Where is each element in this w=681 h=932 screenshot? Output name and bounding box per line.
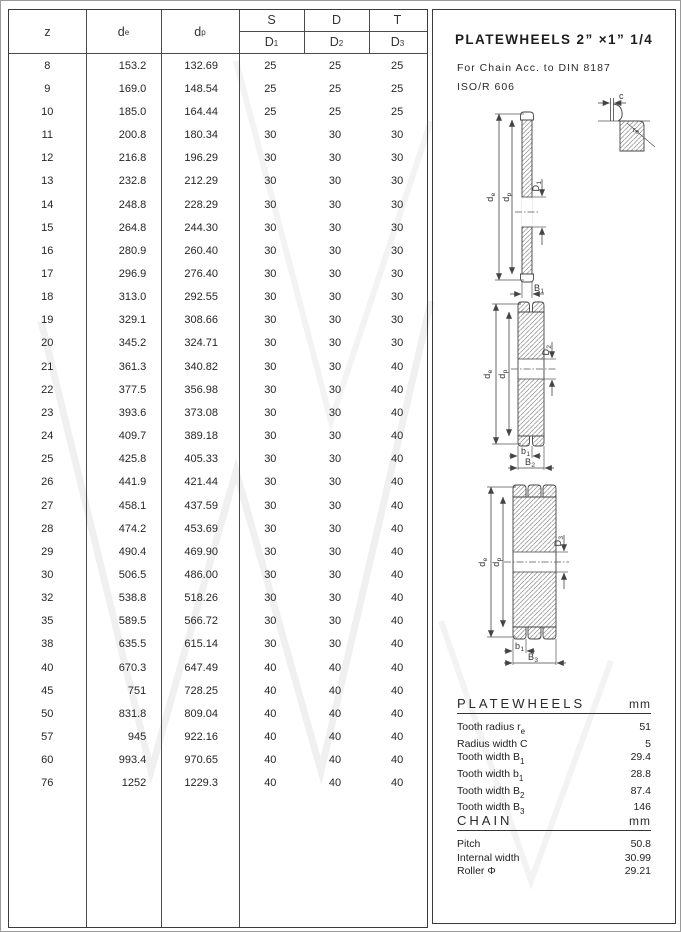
table-cell: 8	[44, 59, 51, 72]
dp-dimension-label: $d_p$	[497, 369, 509, 379]
table-cell: 296.9	[118, 267, 147, 280]
table-cell: 25	[264, 82, 277, 95]
table-cell: 589.5	[118, 615, 147, 628]
spec-label: Tooth radius $r_e$	[457, 721, 526, 737]
table-cell: 25	[391, 59, 404, 72]
table-row	[9, 448, 427, 471]
spec-value: 29.4	[630, 751, 651, 764]
table-cell: 1252	[121, 777, 147, 790]
table-cell: 200.8	[118, 129, 147, 142]
table-cell: 148.54	[184, 82, 218, 95]
table-cell: 40	[391, 522, 404, 535]
table-cell: 40	[328, 754, 342, 767]
info-panel	[432, 9, 676, 924]
table-cell: 30	[328, 569, 342, 582]
table-row	[9, 262, 427, 285]
table-row	[9, 749, 427, 772]
table-cell: 26	[41, 476, 54, 489]
spec-label: Tooth width $B_2$	[457, 784, 525, 800]
col-header-dp: d $_p$	[194, 24, 206, 39]
table-cell: 441.9	[118, 476, 147, 489]
table-cell: 40	[264, 777, 277, 790]
table-row	[9, 355, 427, 378]
table-cell: 18	[41, 291, 54, 304]
chain-standard-line: For Chain Acc. to DIN 8187	[457, 62, 611, 74]
spec-value: 30.99	[624, 851, 651, 864]
unit-label: mm	[629, 697, 651, 711]
spec-row	[457, 721, 651, 738]
table-cell: 40	[391, 430, 404, 443]
table-cell: 12	[41, 152, 54, 165]
table-row	[9, 401, 427, 424]
table-cell: 45	[41, 684, 54, 697]
table-row	[9, 378, 427, 401]
table-cell: 40	[391, 684, 404, 697]
table-cell: 30	[264, 337, 277, 350]
table-cell: 30	[264, 291, 277, 304]
table-cell: 30	[264, 267, 277, 280]
table-cell: 506.5	[118, 569, 147, 582]
table-cell: 40	[391, 569, 404, 582]
table-cell: 40	[328, 777, 342, 790]
table-cell: 264.8	[118, 221, 147, 234]
table-row	[9, 540, 427, 563]
table-cell: 40	[391, 707, 404, 720]
table-cell: 244.30	[184, 221, 218, 234]
table-cell: 30	[328, 360, 342, 373]
table-cell: 30	[328, 522, 342, 535]
table-cell: 40	[391, 592, 404, 605]
table-cell: 14	[41, 198, 54, 211]
table-row	[9, 286, 427, 309]
table-cell: 35	[41, 615, 54, 628]
table-cell: 30	[328, 615, 342, 628]
table-cell: 30	[41, 569, 54, 582]
spec-value: 51	[639, 721, 651, 733]
tooth-radius-label: re	[633, 127, 639, 136]
table-cell: 356.98	[184, 383, 218, 396]
table-cell: 30	[264, 615, 277, 628]
table-cell: 11	[41, 129, 53, 142]
table-cell: 486.00	[184, 569, 218, 582]
table-cell: 30	[328, 545, 342, 558]
table-cell: 421.44	[184, 476, 218, 489]
table-cell: 40	[391, 777, 404, 790]
chain-spec-rows	[457, 838, 651, 879]
table-cell: 30	[264, 569, 277, 582]
table-cell: 40	[328, 731, 342, 744]
d1-dimension-label: $D_1$	[531, 180, 543, 192]
table-cell: 40	[391, 383, 404, 396]
table-cell: 40	[391, 360, 404, 373]
b3-width-label: $B_3$	[528, 652, 539, 664]
table-cell: 437.59	[184, 499, 218, 512]
spec-label: Pitch	[457, 838, 481, 850]
table-cell: 30	[264, 129, 277, 142]
table-cell: 40	[391, 406, 404, 419]
table-cell: 30	[328, 406, 342, 419]
table-cell: 30	[264, 430, 277, 443]
table-cell: 469.90	[184, 545, 218, 558]
table-cell: 458.1	[118, 499, 147, 512]
spec-row	[457, 751, 651, 768]
table-cell: 30	[328, 244, 342, 257]
table-cell: 40	[391, 754, 404, 767]
table-cell: 518.26	[184, 592, 218, 605]
table-cell: 40	[264, 661, 277, 674]
table-cell: 50	[41, 707, 54, 720]
table-cell: 361.3	[118, 360, 147, 373]
table-row	[9, 587, 427, 610]
table-cell: 153.2	[118, 59, 147, 72]
table-cell: 670.3	[118, 661, 147, 674]
table-cell: 30	[264, 476, 277, 489]
table-cell: 993.4	[118, 754, 147, 767]
table-cell: 164.44	[184, 105, 218, 118]
spec-label: Roller Φ	[457, 865, 496, 878]
table-cell: 1229.3	[184, 777, 218, 790]
table-cell: 40	[264, 707, 277, 720]
table-cell: 30	[391, 129, 404, 142]
table-cell: 27	[41, 499, 54, 512]
table-cell: 345.2	[118, 337, 147, 350]
table-cell: 180.34	[184, 129, 218, 142]
table-cell: 76	[41, 777, 54, 790]
col-header-t: T	[393, 13, 402, 27]
dp-dimension-label: $d_p$	[501, 192, 513, 202]
chain-spec-heading	[457, 813, 651, 831]
table-cell: 30	[264, 545, 277, 558]
table-cell: 377.5	[118, 383, 147, 396]
table-cell: 30	[391, 175, 404, 188]
table-cell: 25	[328, 59, 342, 72]
table-body	[9, 54, 427, 795]
page-title: PLATEWHEELS 2” ×1” 1/4	[455, 32, 654, 47]
c-dimension-label: c	[619, 91, 624, 101]
table-row	[9, 239, 427, 262]
table-cell: 28	[41, 522, 54, 535]
table-row	[9, 193, 427, 216]
b2-width-label: $B_2$	[525, 457, 536, 469]
unit-label: mm	[629, 814, 651, 828]
col-header-d2: D $_2$	[329, 35, 344, 49]
table-cell: 30	[391, 198, 404, 211]
table-row	[9, 216, 427, 239]
spec-row	[457, 785, 651, 802]
table-cell: 13	[41, 175, 54, 188]
table-cell: 30	[391, 221, 404, 234]
table-cell: 30	[328, 267, 342, 280]
table-cell: 30	[328, 383, 342, 396]
table-cell: 40	[391, 638, 404, 651]
table-cell: 40	[264, 684, 277, 697]
table-cell: 30	[328, 638, 342, 651]
table-row	[9, 610, 427, 633]
table-cell: 30	[328, 198, 342, 211]
table-cell: 30	[391, 267, 404, 280]
table-cell: 728.25	[184, 684, 218, 697]
table-cell: 260.40	[184, 244, 218, 257]
table-cell: 232.8	[118, 175, 147, 188]
table-cell: 24	[41, 430, 54, 443]
table-cell: 23	[41, 406, 54, 419]
table-cell: 308.66	[184, 314, 218, 327]
table-cell: 615.14	[184, 638, 218, 651]
table-cell: 425.8	[118, 453, 147, 466]
table-cell: 329.1	[118, 314, 147, 327]
table-cell: 30	[264, 638, 277, 651]
table-cell: 216.8	[118, 152, 147, 165]
table-cell: 40	[391, 615, 404, 628]
table-cell: 453.69	[184, 522, 218, 535]
table-cell: 276.40	[184, 267, 218, 280]
table-cell: 10	[41, 105, 54, 118]
table-cell: 15	[41, 221, 54, 234]
table-cell: 30	[328, 337, 342, 350]
table-cell: 751	[127, 684, 147, 697]
table-cell: 30	[391, 337, 404, 350]
spec-value: 146	[633, 801, 651, 814]
table-cell: 40	[41, 661, 54, 674]
spec-label: Tooth width $B_1$	[457, 751, 525, 767]
table-cell: 29	[41, 545, 54, 558]
table-cell: 474.2	[118, 522, 147, 535]
table-cell: 30	[328, 430, 342, 443]
table-cell: 30	[328, 291, 342, 304]
table-cell: 40	[391, 545, 404, 558]
b1-width-label: $b_1$	[521, 446, 531, 458]
table-cell: 30	[264, 360, 277, 373]
table-row	[9, 54, 427, 77]
table-cell: 60	[41, 754, 54, 767]
table-row	[9, 425, 427, 448]
table-cell: 16	[41, 244, 54, 257]
section-title: PLATEWHEELS	[457, 696, 586, 711]
section-title: CHAIN	[457, 813, 513, 828]
table-cell: 30	[264, 499, 277, 512]
table-row	[9, 77, 427, 100]
spec-label: Internal width	[457, 851, 520, 864]
tooth-edge-detail-drawing	[593, 90, 679, 190]
table-cell: 30	[391, 152, 404, 165]
triplex-platewheel-drawing	[466, 477, 586, 677]
table-cell: 30	[328, 592, 342, 605]
table-row	[9, 726, 427, 749]
table-row	[9, 679, 427, 702]
de-dimension-label: $d_e$	[485, 192, 497, 202]
table-cell: 40	[391, 499, 404, 512]
table-row	[9, 471, 427, 494]
table-row	[9, 123, 427, 146]
table-cell: 19	[41, 314, 54, 327]
table-cell: 30	[328, 453, 342, 466]
table-cell: 25	[264, 59, 277, 72]
table-row	[9, 147, 427, 170]
de-dimension-label: $d_e$	[482, 369, 494, 379]
table-cell: 30	[264, 314, 277, 327]
table-cell: 30	[328, 499, 342, 512]
table-cell: 30	[264, 244, 277, 257]
d3-dimension-label: $D_3$	[553, 535, 565, 547]
iso-standard-line: ISO/R 606	[457, 81, 516, 93]
table-cell: 25	[391, 82, 404, 95]
table-row	[9, 563, 427, 586]
table-cell: 32	[41, 592, 54, 605]
table-row	[9, 309, 427, 332]
table-row	[9, 772, 427, 795]
table-cell: 30	[328, 129, 342, 142]
b1-width-label: $B_1$	[534, 283, 545, 295]
spec-label: Radius width C	[457, 737, 528, 750]
table-cell: 38	[41, 638, 54, 651]
table-cell: 389.18	[184, 430, 218, 443]
table-cell: 490.4	[118, 545, 147, 558]
table-cell: 30	[391, 244, 404, 257]
spec-label: Tooth width $b_1$	[457, 767, 524, 784]
table-cell: 9	[44, 82, 51, 95]
table-cell: 30	[264, 152, 277, 165]
table-row	[9, 656, 427, 679]
dp-dimension-label: $d_p$	[491, 557, 503, 567]
table-cell: 30	[328, 175, 342, 188]
platewheels-spec-rows	[457, 721, 651, 818]
spec-row	[457, 838, 651, 852]
table-cell: 185.0	[118, 105, 147, 118]
spec-row	[457, 768, 651, 785]
table-cell: 831.8	[118, 707, 147, 720]
table-cell: 40	[391, 731, 404, 744]
table-row	[9, 494, 427, 517]
col-header-z: z	[44, 24, 51, 39]
table-cell: 169.0	[118, 82, 147, 95]
dimension-table	[8, 9, 428, 928]
spec-row	[457, 865, 651, 879]
duplex-platewheel-drawing	[471, 294, 581, 480]
table-cell: 566.72	[184, 615, 218, 628]
table-cell: 30	[264, 383, 277, 396]
table-cell: 313.0	[118, 291, 147, 304]
table-row	[9, 517, 427, 540]
table-cell: 30	[328, 314, 342, 327]
table-cell: 40	[391, 661, 404, 674]
table-cell: 40	[328, 661, 342, 674]
table-cell: 30	[391, 291, 404, 304]
table-cell: 340.82	[184, 360, 218, 373]
table-cell: 40	[391, 453, 404, 466]
spec-label: Tooth width $B_3$	[457, 801, 525, 817]
table-row	[9, 100, 427, 123]
table-cell: 538.8	[118, 592, 147, 605]
table-cell: 40	[328, 684, 342, 697]
col-header-de: d $_e$	[117, 24, 130, 39]
table-cell: 30	[264, 406, 277, 419]
table-cell: 40	[264, 731, 277, 744]
table-cell: 25	[328, 82, 342, 95]
table-cell: 292.55	[184, 291, 218, 304]
table-cell: 280.9	[118, 244, 147, 257]
table-cell: 228.29	[184, 198, 218, 211]
table-cell: 809.04	[184, 707, 218, 720]
col-header-d1: D $_1$	[264, 35, 279, 49]
table-cell: 20	[41, 337, 54, 350]
de-dimension-label: $d_e$	[477, 557, 489, 567]
table-cell: 40	[264, 754, 277, 767]
table-cell: 30	[328, 476, 342, 489]
table-cell: 196.29	[184, 152, 218, 165]
col-header-d: D	[331, 13, 342, 27]
table-cell: 635.5	[118, 638, 147, 651]
table-cell: 409.7	[118, 430, 147, 443]
simplex-platewheel-drawing	[471, 100, 571, 300]
table-cell: 30	[328, 221, 342, 234]
spec-value: 29.21	[624, 865, 651, 878]
chain-spec-section	[457, 813, 651, 879]
table-row	[9, 332, 427, 355]
table-cell: 405.33	[184, 453, 218, 466]
table-cell: 30	[264, 592, 277, 605]
table-cell: 40	[391, 476, 404, 489]
table-cell: 945	[127, 731, 147, 744]
spec-value: 5	[645, 737, 651, 750]
table-cell: 22	[41, 383, 54, 396]
platewheels-spec-section	[457, 696, 651, 818]
table-cell: 25	[391, 105, 404, 118]
table-cell: 25	[264, 105, 277, 118]
table-cell: 248.8	[118, 198, 147, 211]
table-cell: 922.16	[184, 731, 218, 744]
table-row	[9, 170, 427, 193]
table-cell: 393.6	[118, 406, 147, 419]
table-cell: 30	[264, 221, 277, 234]
table-cell: 647.49	[184, 661, 218, 674]
table-cell: 970.65	[184, 754, 218, 767]
table-cell: 17	[41, 267, 54, 280]
spec-value: 28.8	[630, 767, 651, 780]
table-row	[9, 633, 427, 656]
table-cell: 40	[328, 707, 342, 720]
platewheels-spec-heading	[457, 696, 651, 714]
b1-width-label: $b_1$	[515, 641, 525, 653]
table-cell: 21	[41, 360, 54, 373]
table-cell: 30	[391, 314, 404, 327]
col-header-s: S	[267, 13, 276, 27]
spec-value: 87.4	[630, 784, 651, 797]
d2-dimension-label: $D_2$	[541, 344, 553, 356]
table-cell: 132.69	[184, 59, 218, 72]
table-cell: 324.71	[184, 337, 218, 350]
spec-row	[457, 852, 651, 866]
spec-row	[457, 738, 651, 752]
table-cell: 30	[264, 522, 277, 535]
table-cell: 373.08	[184, 406, 218, 419]
table-cell: 30	[328, 152, 342, 165]
table-cell: 212.29	[184, 175, 218, 188]
spec-value: 50.8	[630, 838, 651, 850]
table-cell: 25	[328, 105, 342, 118]
table-cell: 25	[41, 453, 54, 466]
table-cell: 30	[264, 198, 277, 211]
table-cell: 30	[264, 175, 277, 188]
table-cell: 30	[264, 453, 277, 466]
table-cell: 57	[41, 731, 54, 744]
col-header-d3: D $_3$	[390, 35, 405, 49]
table-row	[9, 702, 427, 725]
